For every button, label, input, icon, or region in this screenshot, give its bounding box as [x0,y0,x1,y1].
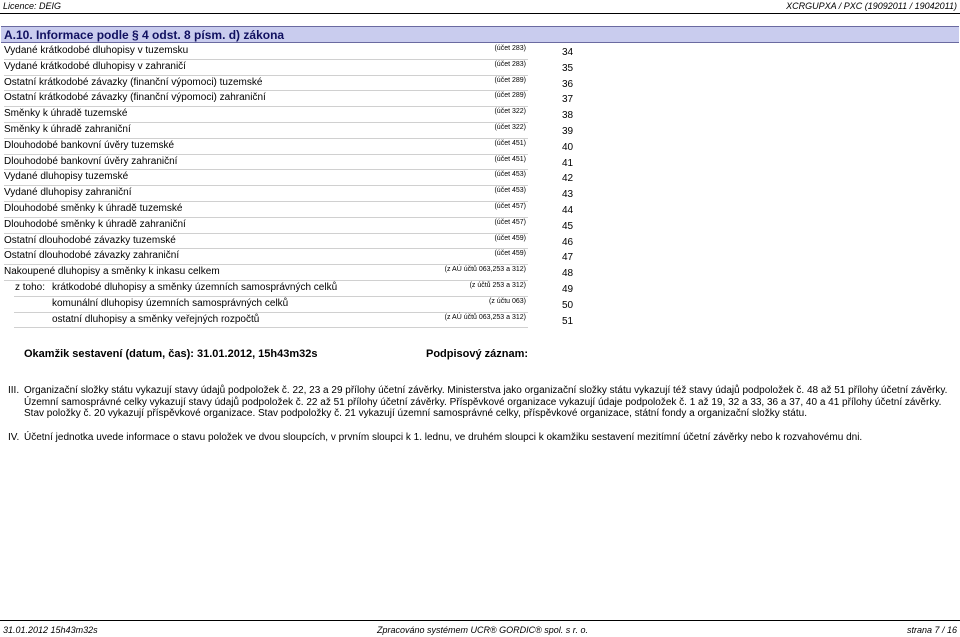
table-row [0,170,600,186]
row-label: ostatní dluhopisy a směnky veřejných rozpočtů [52,313,260,325]
section-bar [1,26,959,43]
row-account: (účet 322) [494,108,526,116]
row-number: 36 [562,78,574,90]
row-number: 34 [562,47,574,58]
header-divider [0,13,960,14]
row-account: (účet 459) [494,234,526,242]
row-number: 43 [562,189,574,201]
table-row [0,313,600,329]
table-row [0,155,600,171]
row-account: (účet 457) [494,218,526,226]
row-account: (účet 322) [494,124,526,131]
row-account: (účet 453) [494,171,526,179]
row-label: Vydané krátkodobé dluhopisy v tuzemsku [4,45,189,56]
table-row [0,107,600,123]
row-label: Ostatní dlouhodobé závazky tuzemské [4,234,176,246]
row-number: 41 [562,157,574,169]
row-label: Dlouhodobé směnky k úhradě zahraniční [4,218,186,230]
table-row [0,186,600,202]
header-license: Licence: DEIG [3,1,62,11]
note-roman: IV. [8,432,20,443]
row-label: Dlouhodobé bankovní úvěry zahraniční [4,155,178,167]
table-row [0,76,600,92]
section-title: A.10. Informace podle § 4 odst. 8 písm. d) zákona [4,28,285,42]
row-account: (z účtů 253 a 312) [469,282,526,289]
row-account: (z AÚ účtů 063,253 a 312) [444,313,526,321]
row-label: Ostatní krátkodobé závazky (finanční výpomoci) tuzemské [4,76,263,88]
row-number: 40 [562,141,574,153]
row-label: Směnky k úhradě zahraniční [4,124,131,135]
row-account: (účet 457) [494,203,526,210]
row-account: (účet 283) [494,45,526,52]
table-row [0,249,600,265]
row-number: 38 [562,110,574,122]
table-row [0,202,600,218]
row-number: 48 [562,268,574,280]
table-row [0,123,600,139]
row-account: (účet 459) [494,250,526,258]
row-account: (účet 451) [494,139,526,147]
row-label: Vydané dluhopisy tuzemské [4,171,129,183]
row-label: Ostatní krátkodobé závazky (finanční výpomoci) zahraniční [4,92,266,104]
footer-timestamp: 31.01.2012 15h43m32s [3,625,98,635]
row-number: 42 [562,173,574,185]
row-number: 45 [562,220,574,232]
row-account: (účet 453) [494,187,526,195]
table-row [0,297,600,313]
table-row [0,265,600,281]
row-label: Dlouhodobé směnky k úhradě tuzemské [4,203,183,214]
row-account: (účet 289) [494,92,526,100]
footer-page: strana 7 / 16 [906,625,957,635]
table-row [0,60,600,76]
row-prefix: z toho: [15,282,46,293]
table-row [0,218,600,234]
row-divider [14,327,528,328]
signature-time: Okamžik sestavení (datum, čas): 31.01.2012, 15h43m32s [24,348,318,360]
table-row [0,91,600,107]
row-number: 39 [562,126,574,137]
row-account: (účet 451) [494,155,526,163]
row-number: 35 [562,62,574,74]
row-number: 51 [562,315,574,327]
row-label: Směnky k úhradě tuzemské [4,108,128,120]
row-number: 49 [562,284,574,295]
table-row [0,44,600,60]
row-label: Ostatní dlouhodobé závazky zahraniční [4,250,180,262]
header-code: XCRGUPXA / PXC (19092011 / 19042011) [786,1,957,11]
row-account: (z účtu 063) [489,297,526,305]
row-label: krátkodobé dluhopisy a směnky územních samosprávných celků [52,282,338,293]
row-label: Nakoupené dluhopisy a směnky k inkasu celkem [4,266,220,278]
row-account: (účet 283) [494,60,526,68]
note-text: Účetní jednotka uvede informace o stavu položek ve dvou sloupcích, v prvním sloupci k 1. lednu, ve druhém sloupci k okamžiku sestavení mezitímní účetní závěrky nebo k rozvahovému dni. [24,432,863,443]
table-row [0,139,600,155]
row-number: 37 [562,94,574,106]
row-label: komunální dluhopisy územních samosprávných celků [52,297,289,309]
row-number: 46 [562,236,574,248]
row-account: (účet 289) [494,76,526,84]
row-label: Dlouhodobé bankovní úvěry tuzemské [4,139,175,151]
note-text: Organizační složky státu vykazují stavy údajů podpoložek č. 22, 23 a 29 přílohy účetní závěrky. Ministerstva jako organizační složky státu vykazují též stavy údajů podpoložek č. 48 až 51 přílohy účetní závěrky. Územní samosprávné celky vykazují stavy údajů podpoložek č. 22 až 51 přílohy účetní závěrky. Příspěvkové organizace vykazují údaje podpoložek č. 1 až 19, 32 a 33, 36 a 37, 40 a 41 přílohy účetní závěrky. Stav položky č. 20 vykazují příspěvkové organizace. Stav podpoložky č. 21 vykazují územní samosprávné celky, příspěvkové organizace, státní fondy a organizační složky státu. [24,385,948,419]
row-number: 50 [562,299,574,311]
row-label: Vydané dluhopisy zahraniční [4,187,132,199]
row-label: Vydané krátkodobé dluhopisy v zahraničí [4,60,186,72]
table-row [0,234,600,250]
row-account: (z AÚ účtů 063,253 a 312) [444,266,526,274]
table-row [0,281,600,297]
signature-record: Podpisový záznam: [426,348,529,360]
row-number: 47 [562,252,574,264]
footer-system: Zpracováno systémem UCR® GORDIC® spol. s r. o. [377,625,588,635]
footer-divider [0,620,960,621]
row-number: 44 [562,205,574,216]
note-roman: III. [8,385,20,396]
